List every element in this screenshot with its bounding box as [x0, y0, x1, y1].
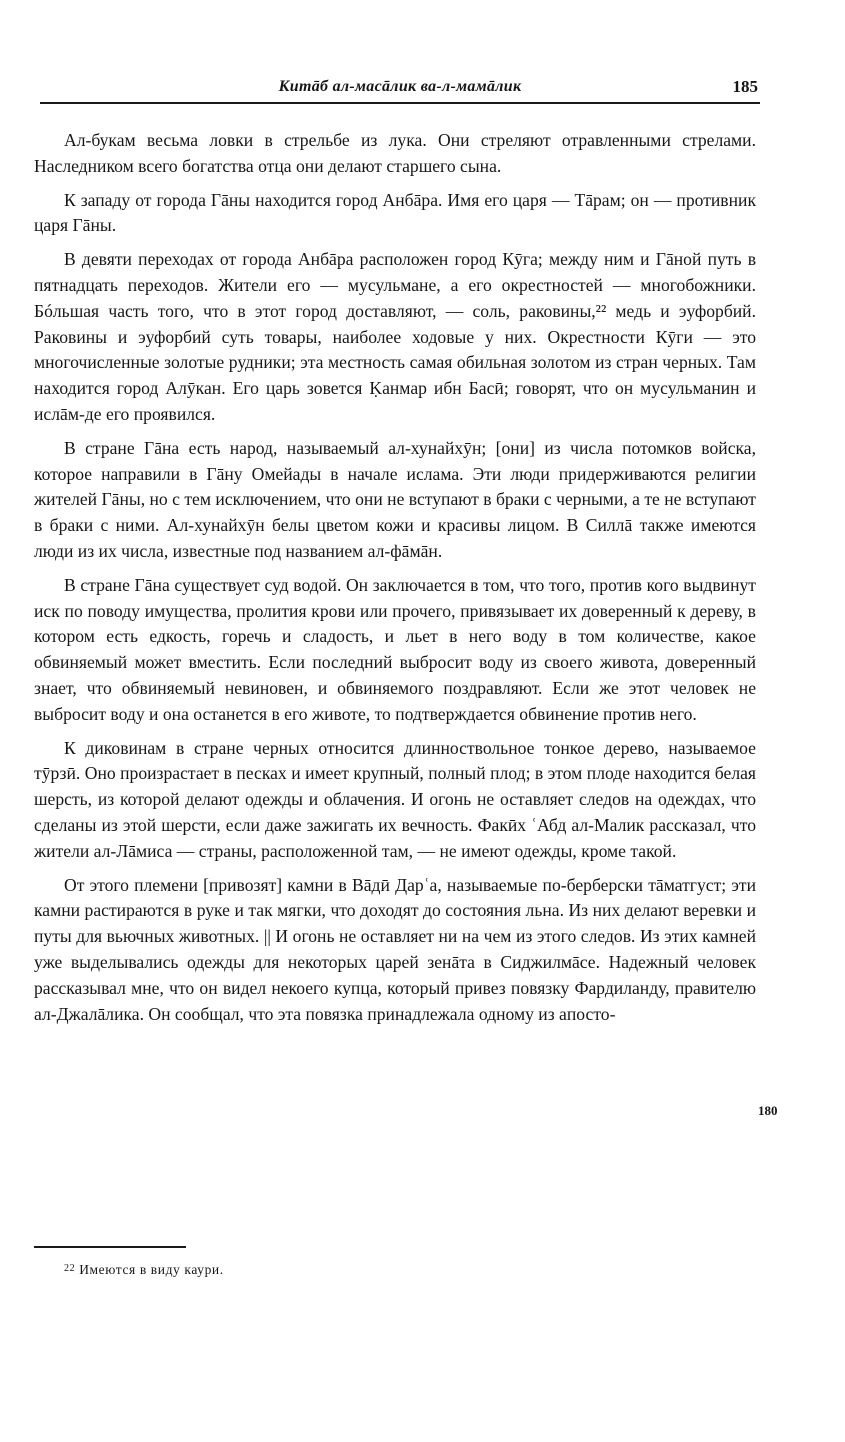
footnote-divider — [34, 1246, 186, 1248]
page-number: 185 — [732, 77, 758, 96]
paragraph-7: От этого племени [привозят] камни в Вāдӣ Дарʿа, называемые по-берберски тāматгуст; эти камни растираются в руке и так мягки, что доходят до состояния льна. Из них делают веревки и путы для вьючных животных. || И огонь не оставляет ни на чем из этого следов. Из этих камней уже выделывались одежды для некоторых царей зенāта в Сиджилмāсе. Надежный человек рассказывал мне, что он видел некоего купца, который привез повязку Фардиланду, правителю ал-Джалāлика. Он сообщал, что эта повязка принадлежала одному из aпосто- — [34, 874, 756, 1024]
margin-page-reference: 180 — [758, 1103, 778, 1118]
main-text — [34, 128, 756, 1035]
running-header — [40, 74, 760, 104]
paragraph-5: В стране Гāна существует суд водой. Он заключается в том, что того, против кого выдвинут иск по поводу имущества, пролития крови или прочего, привязывает их доверенный к дереву, в котором есть едкость, горечь и сладость, и льет в него воду в том количестве, какое обвиняемый может вместить. Если последний выбросит воду из своего живота, доверенный знает, что обвиняемый невиновен, и обвиняемого поздравляют. Если же этот человек не выбросит воду и она останется в его животе, то подтверждается обвинение против него. — [34, 574, 756, 724]
footnote — [64, 1262, 224, 1278]
paragraph-3: В девяти переходах от города Анбāра расположен город Кӯга; между ним и Гāной путь в пятнадцать переходов. Жители его — мусульмане, а его окрестностей — многобожники. Бóльшая часть того, что в этот город доставляют, — соль, раковины,²² медь и эуфорбий. Раковины и эуфорбий суть товары, наиболее ходовые у них. Окрестности Кӯги — это многочисленные золотые рудники; эта местность самая обильная золотом из стран черных. Там находится город Алӯкан. Его царь зовется Ḳанмар ибн Басӣ; говорят, что он мусульманин и ислāм-де его проявился. — [34, 249, 756, 424]
footnote-number: 22 — [64, 1263, 76, 1274]
footnote-text: Имеются в виду каури. — [79, 1262, 224, 1277]
paragraph-6: К диковинам в стране черных относится длинноствольное тонкое дерево, называемое тӯрзӣ. Оно произрастает в песках и имеет крупный, полный плод; в этом плоде находится белая шерсть, из которой делают одежды и облачения. И огонь не оставляет следов на одеждах, что сделаны из этой шерсти, если даже зажигать их вечность. Факӣх ʿАбд ал-Малик рассказал, что жители ал-Лāмиса — страны, расположенной там, — не имеют одежды, кроме такой. — [34, 737, 756, 861]
paragraph-1: Ал-букам весьма ловки в стрельбе из лука. Они стреляют отравленными стрелами. Наследником всего богатства отца они делают старшего сына. — [34, 130, 756, 176]
running-title: Китāб ал-масāлик ва-л-мамāлик — [278, 78, 522, 95]
paragraph-2: К западу от города Гāны находится город Анбāра. Имя его царя — Тāрам; он — противник царя Гāны. — [34, 189, 756, 236]
paragraph-4: В стране Гāна есть народ, называемый ал-хунайхӯн; [они] из числа потомков войска, которое направили в Гāну Омейады в начале ислама. Эти люди придерживаются религии жителей Гāны, но с тем исключением, что они не вступают в браки с черными, а те не вступают в браки с ними. Ал-хунайхӯн белы цветом кожи и красивы лицом. В Силлā также имеются люди из их числа, известные под названием ал-фāмāн. — [34, 437, 756, 561]
